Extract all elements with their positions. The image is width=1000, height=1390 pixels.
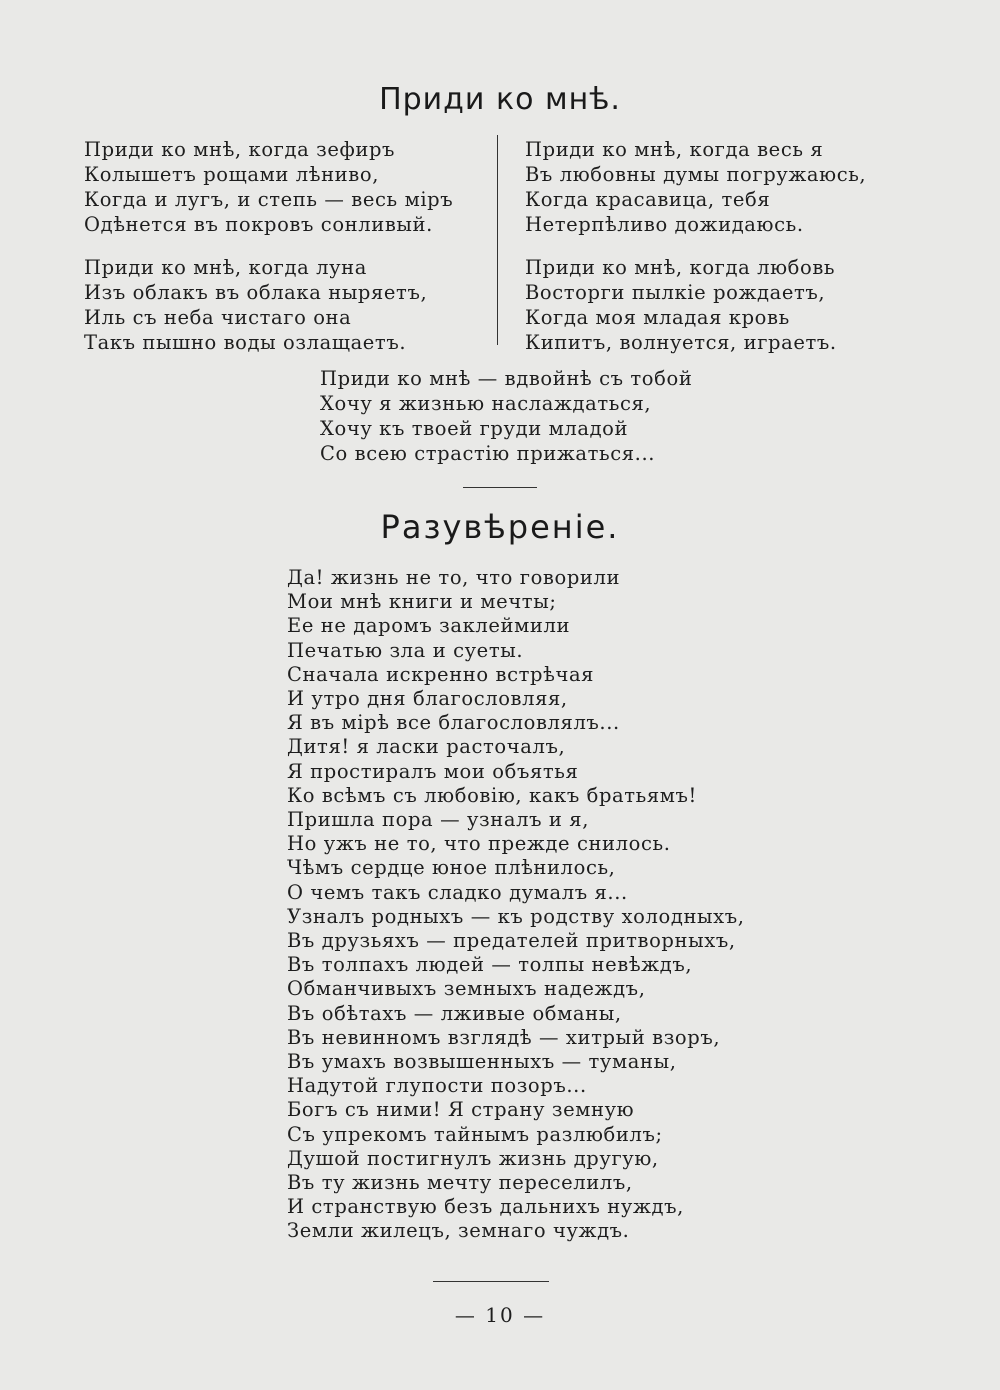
poem2-body [287, 566, 745, 1244]
verse-line: Ее не даромъ заклеймили [287, 614, 571, 638]
verse-line: Такъ пышно воды озлащаетъ. [84, 331, 407, 354]
verse-line: Въ друзьяхъ — предателей притворныхъ, [287, 929, 736, 953]
verse-line: Когда и лугъ, и степь — весь міръ [84, 188, 454, 211]
verse-line: Кипитъ, волнуется, играетъ. [525, 331, 837, 354]
verse-line: Со всею страстію прижаться... [320, 442, 656, 465]
verse-line: Одѣнется въ покровъ сонливый. [84, 213, 433, 236]
poem1-right-column [525, 137, 866, 355]
verse-line: Иль съ неба чистаго она [84, 306, 352, 329]
verse-line: Дитя! я ласки расточалъ, [287, 735, 566, 759]
verse-line: И странствую безъ дальнихъ нуждъ, [287, 1195, 684, 1219]
section-divider [463, 487, 537, 488]
poem-title-2: Разувѣреніе. [380, 508, 620, 546]
verse-line: Приди ко мнѣ, когда любовь [525, 256, 836, 279]
verse-line: Въ толпахъ людей — толпы невѣждъ, [287, 953, 693, 977]
verse-line: Богъ съ ними! Я страну земную [287, 1098, 635, 1122]
verse-line: Въ любовны думы погружаюсь, [525, 163, 867, 186]
verse-line: Чѣмъ сердце юное плѣнилось, [287, 856, 616, 880]
verse-line: Я въ мірѣ все благословлялъ... [287, 711, 620, 735]
verse-line: Обманчивыхъ земныхъ надеждъ, [287, 977, 646, 1001]
verse-line: Въ умахъ возвышенныхъ — туманы, [287, 1050, 677, 1074]
verse-line: Восторги пылкіе рождаетъ, [525, 281, 826, 304]
verse-line: Колышетъ рощами лѣниво, [84, 163, 379, 186]
verse-line: И утро дня благословляя, [287, 687, 568, 711]
verse-line: Мои мнѣ книги и мечты; [287, 590, 557, 614]
verse-line: Приди ко мнѣ — вдвойнѣ съ тобой [320, 367, 693, 390]
verse-line: Узналъ родныхъ — къ родству холодныхъ, [287, 904, 745, 928]
verse-line: Земли жилецъ, земнаго чуждъ. [287, 1219, 630, 1243]
verse-line: Въ невинномъ взглядѣ — хитрый взоръ, [287, 1025, 721, 1049]
column-divider [497, 135, 498, 345]
verse-line: Хочу къ твоей груди младой [320, 417, 629, 440]
verse-line: Приди ко мнѣ, когда зефиръ [84, 138, 396, 161]
verse-line: Я простиралъ мои объятья [287, 759, 579, 783]
verse-line: Когда красавица, тебя [525, 188, 771, 211]
verse-line: Да! жизнь не то, что говорили [287, 566, 621, 589]
verse-line: Въ обѣтахъ — лживые обманы, [287, 1001, 622, 1025]
verse-line: Приди ко мнѣ, когда весь я [525, 138, 824, 161]
verse-line: Хочу я жизнью наслаждаться, [320, 392, 652, 415]
poem1-final-stanza [320, 366, 692, 466]
verse-line: Но ужъ не то, что прежде снилось. [287, 832, 671, 856]
verse-line: Пришла пора — узналъ и я, [287, 808, 589, 832]
verse-line: Съ упрекомъ тайнымъ разлюбилъ; [287, 1122, 663, 1146]
verse-line: Въ ту жизнь мечту переселилъ, [287, 1171, 633, 1195]
verse-line: Печатью зла и суеты. [287, 638, 524, 662]
verse-line: Изъ облакъ въ облака ныряетъ, [84, 281, 428, 304]
verse-line: Приди ко мнѣ, когда луна [84, 256, 367, 279]
section-divider [433, 1281, 549, 1282]
verse-line: Ко всѣмъ съ любовію, какъ братьямъ! [287, 783, 697, 807]
verse-line: Надутой глупости позоръ... [287, 1074, 587, 1098]
verse-line: Нетерпѣливо дожидаюсь. [525, 213, 804, 236]
poem-title-1: Приди ко мнѣ. [379, 82, 621, 117]
poem1-left-column [84, 137, 453, 355]
verse-line: Душой постигнулъ жизнь другую, [287, 1146, 659, 1170]
page-number: — 10 — [454, 1303, 546, 1327]
verse-line: Когда моя младая кровь [525, 306, 790, 329]
verse-line: О чемъ такъ сладко думалъ я... [287, 880, 628, 904]
verse-line: Сначала искренно встрѣчая [287, 662, 595, 686]
